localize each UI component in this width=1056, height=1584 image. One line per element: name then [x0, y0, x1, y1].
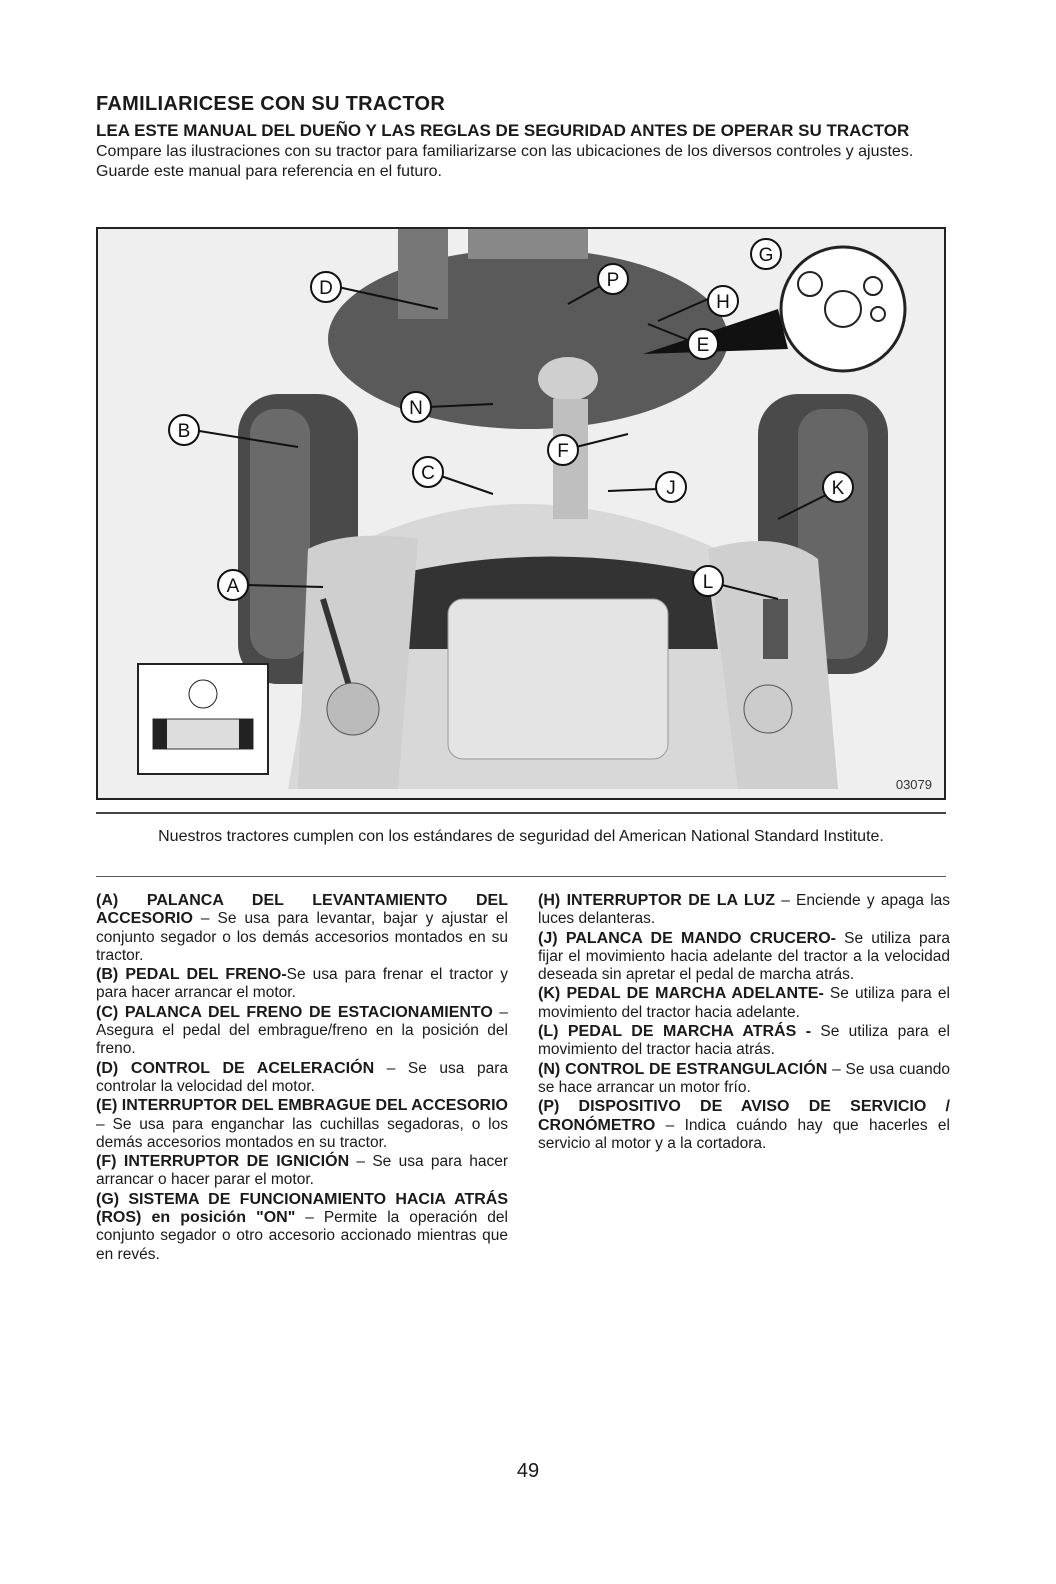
right-column [538, 892, 950, 1154]
control-entry-K: (K) PEDAL DE MARCHA ADELANTE- Se utiliza para el movimiento del tractor hacia adelante. [538, 985, 950, 1021]
label-A [218, 570, 248, 600]
divider-top [96, 812, 946, 814]
control-entry-C: (C) PALANCA DEL FRENO DE ESTACIONAMIENTO – Asegura el pedal del embrague/freno en la posición del freno. [96, 1003, 508, 1058]
control-entry-E: (E) INTERRUPTOR DEL EMBRAGUE DEL ACCESORIO – Se usa para enganchar las cuchillas segadoras, o los demás accesorios montados en su tractor. [96, 1097, 508, 1151]
control-entry-H: (H) INTERRUPTOR DE LA LUZ – Enciende y apaga las luces delanteras. [538, 892, 951, 928]
intro-text: Compare las ilustraciones con su tractor para familiarizarse con las ubicaciones de los diversos controles y ajustes. Guarde este manual para referencia en el futuro. [96, 143, 914, 180]
label-E [688, 329, 718, 359]
label-G-text: G [758, 245, 774, 266]
label-D-text: D [319, 278, 333, 299]
label-F-text: F [557, 441, 569, 462]
control-entry-D: (D) CONTROL DE ACELERACIÓN – Se usa para controlar la velocidad del motor. [96, 1059, 508, 1095]
header [96, 92, 952, 182]
label-G [751, 239, 781, 269]
label-A-text: A [226, 576, 240, 597]
label-N [401, 392, 431, 422]
label-P [598, 264, 628, 294]
label-D [311, 272, 341, 302]
label-K [823, 472, 853, 502]
page-subtitle: LEA ESTE MANUAL DEL DUEÑO Y LAS REGLAS DE SEGURIDAD ANTES DE OPERAR SU TRACTOR [96, 121, 910, 140]
control-entry-A: (A) PALANCA DEL LEVANTAMIENTO DEL ACCESORIO – Se usa para levantar, bajar y ajustar el conjunto segador o los demás accesorios montados en su tractor. [96, 892, 508, 964]
dashboard [328, 249, 728, 429]
label-C [413, 457, 443, 487]
label-N-text: N [409, 398, 423, 419]
label-L [693, 566, 723, 596]
label-E-text: E [696, 335, 710, 356]
control-entry-B: (B) PEDAL DEL FRENO-Se usa para frenar el tractor y para hacer arrancar el motor. [96, 966, 508, 1002]
figure-caption: Nuestros tractores cumplen con los estándares de seguridad del American National Standard Institute. [158, 828, 884, 845]
label-K-text: K [831, 478, 845, 499]
control-entry-G: (G) SISTEMA DE FUNCIONAMIENTO HACIA ATRÁS (ROS) en posición "ON" – Permite la operación del conjunto segador o otro accesorio accionado mientras que en revés. [96, 1190, 508, 1263]
label-B-text: B [177, 421, 191, 442]
divider-bottom [96, 876, 946, 877]
left-column [96, 892, 508, 1265]
control-entry-L: (L) PEDAL DE MARCHA ATRÁS - Se utiliza para el movimiento del tractor hacia atrás. [538, 1023, 950, 1059]
tractor-controls-figure [96, 227, 946, 800]
label-C-text: C [421, 463, 435, 484]
control-entry-J: (J) PALANCA DE MANDO CRUCERO- Se utiliza para fijar el movimiento hacia adelante del tractor a la velocidad deseada sin apretar el pedal de marcha atrás. [538, 929, 951, 984]
figure-id: 03079 [895, 777, 932, 792]
label-P-text: P [606, 270, 620, 291]
label-B [169, 415, 199, 445]
label-H [708, 286, 738, 316]
label-L-text: L [702, 572, 714, 593]
page-number: 49 [516, 1460, 540, 1482]
label-H-text: H [716, 292, 730, 313]
control-entry-P: (P) DISPOSITIVO DE AVISO DE SERVICIO / CRONÓMETRO – Indica cuándo hay que hacerles el servicio al motor y a la cortadora. [538, 1098, 950, 1152]
control-entry-N: (N) CONTROL DE ESTRANGULACIÓN – Se usa cuando se hace arrancar un motor frío. [538, 1060, 950, 1096]
control-entry-F: (F) INTERRUPTOR DE IGNICIÓN – Se usa para hacer arrancar o hacer parar el motor. [96, 1153, 508, 1189]
label-J [656, 472, 686, 502]
label-J-text: J [666, 478, 676, 499]
label-F [548, 435, 578, 465]
page-title: FAMILIARICESE CON SU TRACTOR [96, 93, 446, 115]
tractor-illustration [98, 229, 944, 798]
